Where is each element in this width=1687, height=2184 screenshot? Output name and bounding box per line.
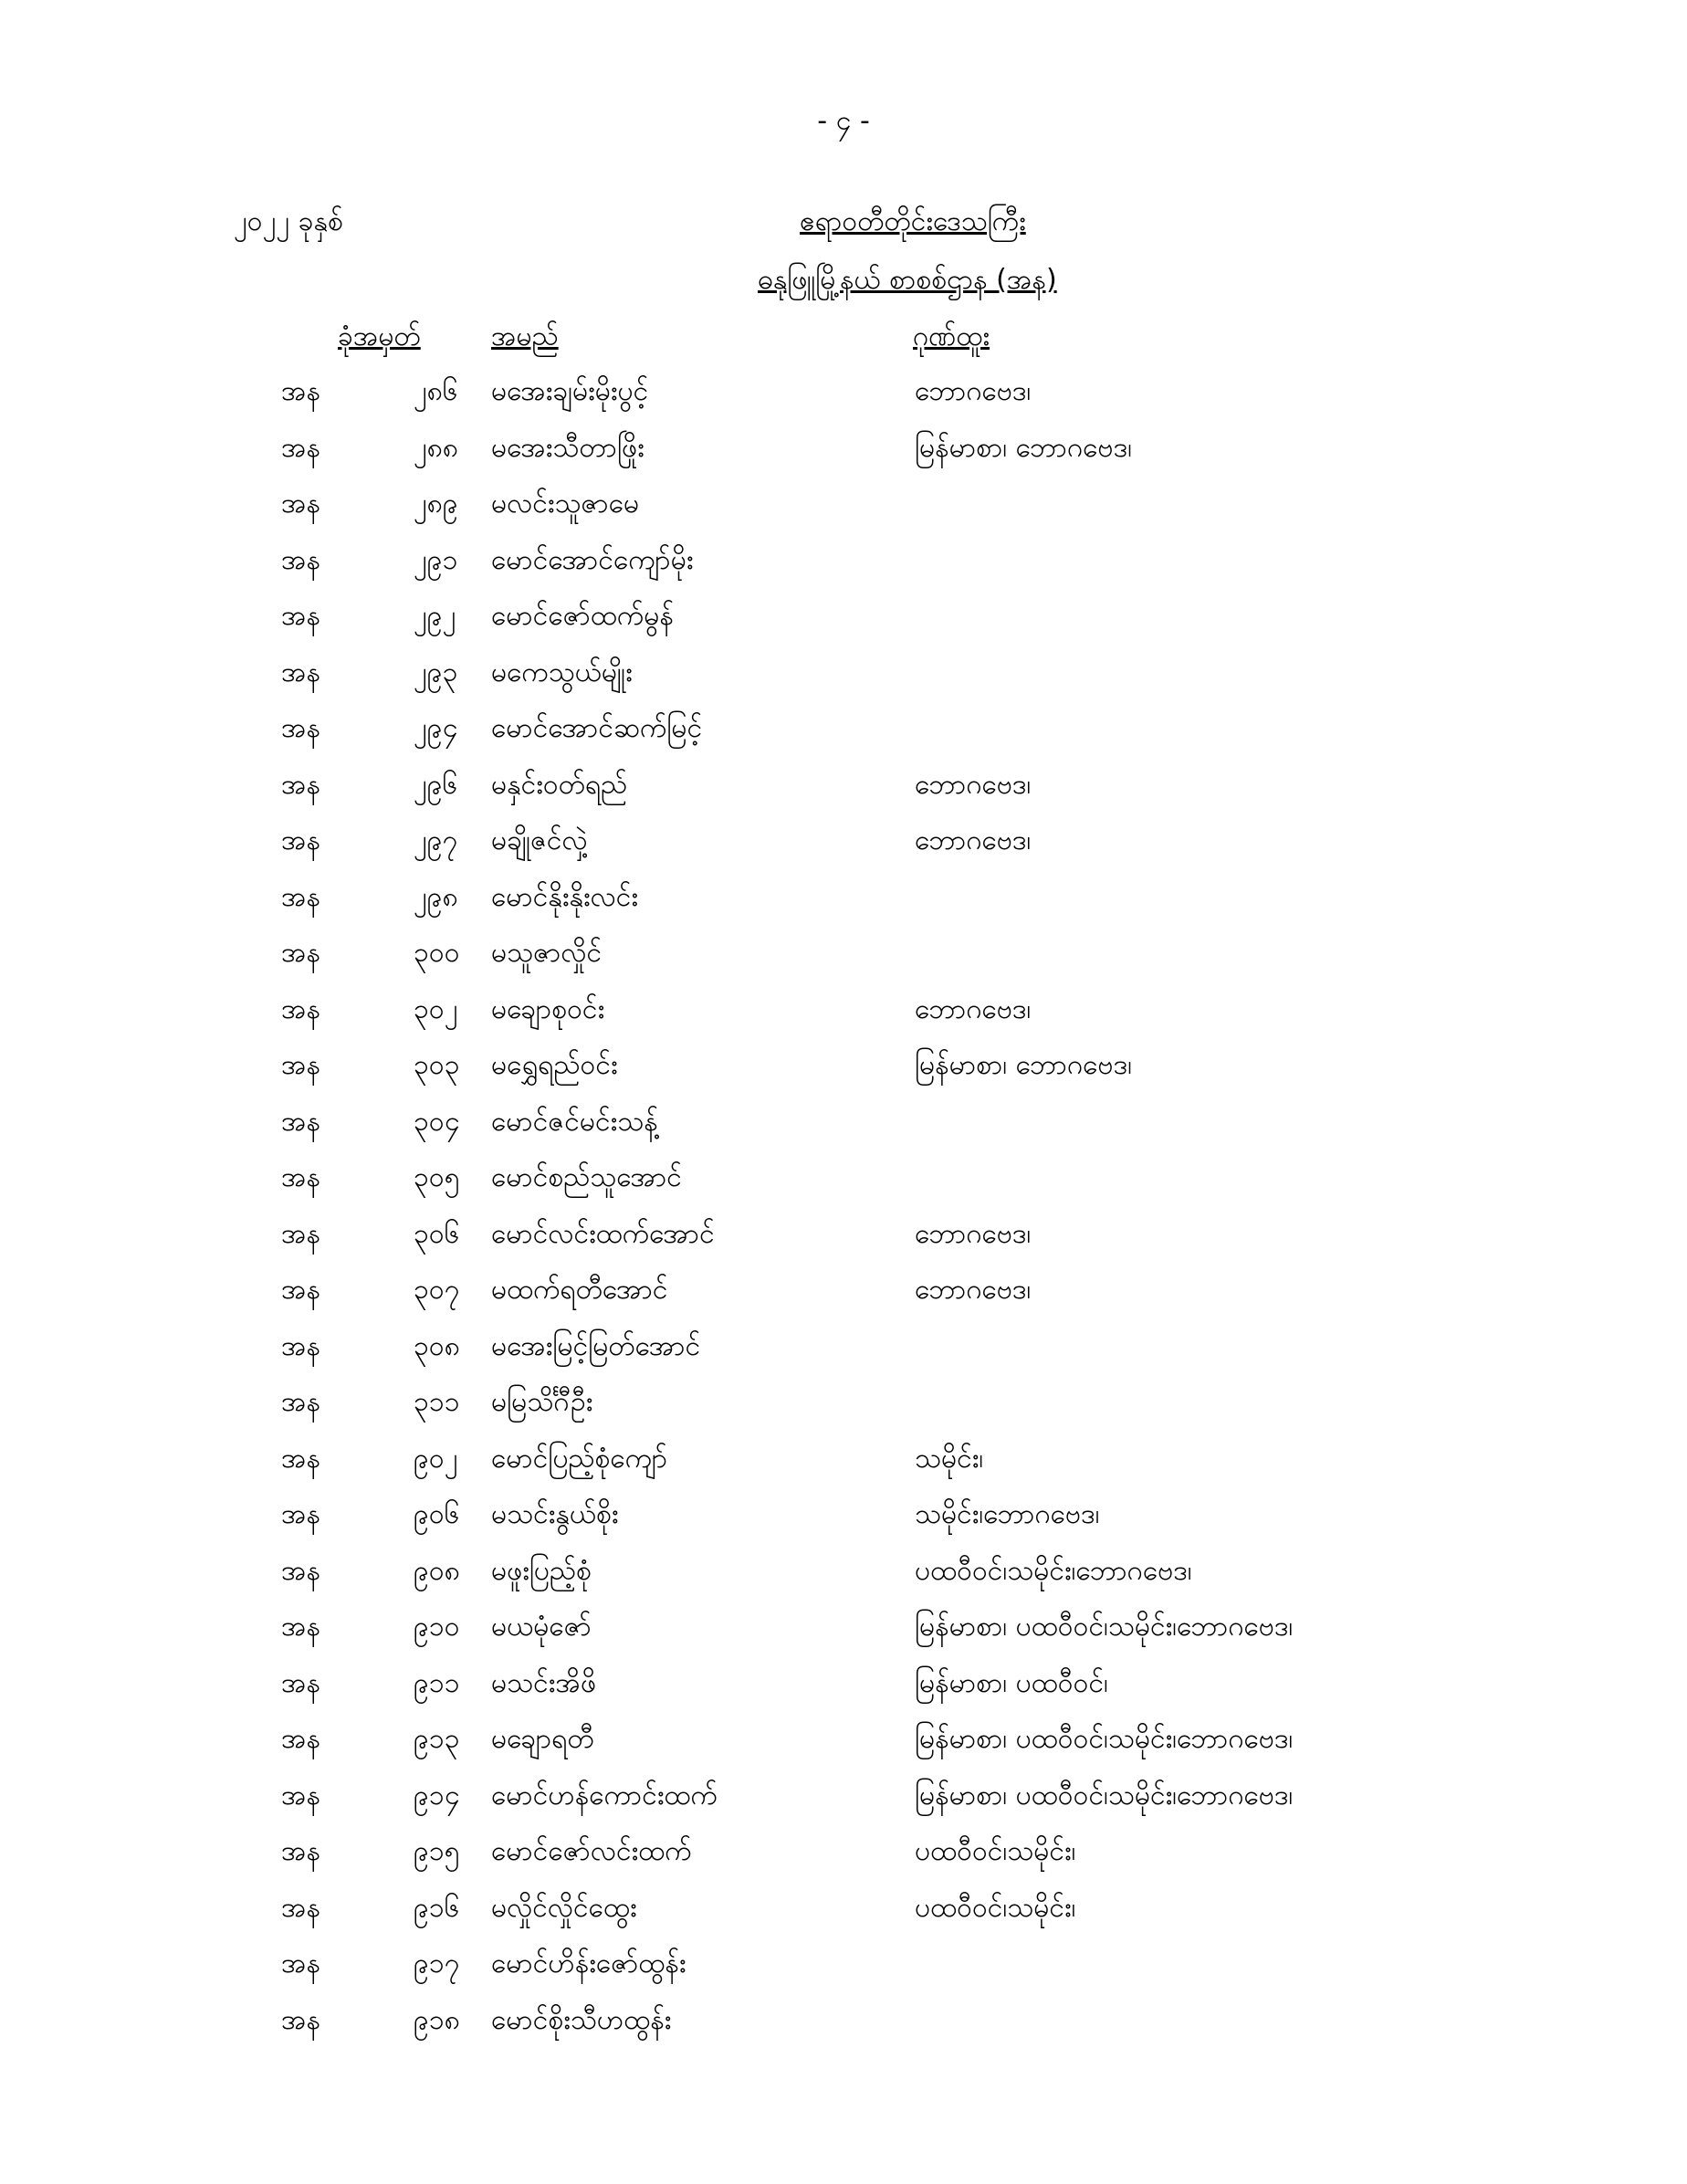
row-student-name: မောင်ဟိန်းဇော်ထွန်း [491, 1948, 686, 1979]
row-roll-number: ၉၀၂ [414, 1442, 458, 1475]
row-student-name: မောင်ဇင်မင်းသန့် [491, 1105, 658, 1138]
row-distinction: သမိုင်း၊ဘောဂဗေဒ၊ [915, 1498, 1100, 1530]
row-student-name: မလှိုင်လှိုင်ထွေး [491, 1891, 637, 1924]
table-row [0, 934, 1687, 991]
row-distinction: ဘောဂဗေဒ၊ [915, 1274, 1032, 1306]
row-distinction: ဘောဂဗေဒ၊ [915, 1217, 1032, 1250]
row-student-name: မယမုံဇော် [491, 1611, 592, 1643]
row-student-name: မသင်းနွယ်စိုး [491, 1498, 619, 1530]
row-distinction: မြန်မာစာ၊ ပထဝီဝင်၊ [915, 1666, 1108, 1699]
row-roll-number: ၂၉၄ [414, 712, 458, 744]
row-distinction: ပထဝီဝင်၊သမိုင်း၊ [915, 1891, 1076, 1924]
row-center-code: အန [281, 1779, 321, 1811]
row-roll-number: ၉၁၀ [414, 1611, 460, 1643]
row-roll-number: ၂၉၈ [414, 880, 458, 913]
row-distinction: ဘောဂဗေဒ၊ [915, 992, 1032, 1025]
row-student-name: မောင်ဇော်ထက်မွန် [491, 600, 674, 632]
table-row [0, 429, 1687, 486]
row-roll-number: ၉၁၈ [414, 2003, 460, 2036]
table-row [0, 1832, 1687, 1889]
table-row [0, 485, 1687, 541]
row-roll-number: ၉၀၈ [414, 1554, 460, 1587]
row-student-name: မကေသွယ်မျိုး [491, 656, 633, 688]
table-row [0, 373, 1687, 429]
table-row [0, 1496, 1687, 1552]
row-roll-number: ၂၉၆ [414, 768, 458, 801]
row-roll-number: ၉၀၆ [414, 1498, 460, 1530]
row-distinction: သမိုင်း၊ [915, 1442, 984, 1475]
row-center-code: အန [281, 768, 321, 801]
table-row [0, 1945, 1687, 2001]
row-distinction: မြန်မာစာ၊ ပထဝီဝင်၊သမိုင်း၊ဘောဂဗေဒ၊ [915, 1611, 1294, 1643]
table-row [0, 1552, 1687, 1609]
row-center-code: အန [281, 600, 321, 632]
table-row [0, 1215, 1687, 1272]
row-center-code: အန [281, 1049, 321, 1081]
table-row [0, 1271, 1687, 1328]
row-center-code: အန [281, 880, 321, 913]
row-roll-number: ၃၀၇ [414, 1274, 460, 1306]
row-student-name: မအေးမြင့်မြတ်အောင် [491, 1329, 701, 1362]
row-student-name: မောင်လင်းထက်အောင် [491, 1217, 715, 1250]
table-row [0, 654, 1687, 710]
row-roll-number: ၃၀၀ [414, 937, 460, 969]
row-student-name: မောင်အောင်ကျော်မိုး [491, 543, 694, 576]
row-roll-number: ၂၈၉ [414, 488, 458, 520]
row-student-name: မအေးချမ်းမိုးပွင့် [491, 375, 649, 407]
row-student-name: မနှင်းဝတ်ရည် [491, 768, 628, 801]
row-center-code: အန [281, 1498, 321, 1530]
row-center-code: အန [281, 1554, 321, 1587]
row-distinction: မြန်မာစာ၊ ဘောဂဗေဒ၊ [915, 431, 1132, 464]
row-roll-number: ၂၈၆ [414, 375, 458, 407]
row-center-code: အန [281, 431, 321, 464]
table-row [0, 1159, 1687, 1215]
row-center-code: အန [281, 1442, 321, 1475]
table-row [0, 1328, 1687, 1384]
row-center-code: အန [281, 992, 321, 1025]
row-center-code: အန [281, 375, 321, 407]
row-student-name: မောင်ပြည့်စုံကျော် [491, 1442, 668, 1475]
row-center-code: အန [281, 712, 321, 744]
row-student-name: မသူဇာလှိုင် [491, 937, 602, 969]
table-row [0, 1777, 1687, 1833]
row-center-code: အန [281, 1274, 321, 1306]
row-roll-number: ၃၀၅ [414, 1161, 460, 1193]
region-title: ဧရာဝတီတိုင်းဒေသကြီး [800, 205, 1026, 237]
exam-year: ၂၀၂၂ ခုနှစ် [234, 205, 343, 237]
row-distinction: ဘောဂဗေဒ၊ [915, 768, 1032, 801]
row-student-name: မချိုဇင်လှဲ့ [491, 824, 588, 856]
row-student-name: မောင်စိုးသီဟထွန်း [491, 2003, 672, 2036]
row-distinction: မြန်မာစာ၊ ပထဝီဝင်၊သမိုင်း၊ဘောဂဗေဒ၊ [915, 1723, 1294, 1755]
header-distinction: ဂုဏ်ထူး [913, 320, 990, 352]
row-center-code: အန [281, 824, 321, 856]
row-center-code: အန [281, 543, 321, 576]
row-center-code: အန [281, 1386, 321, 1418]
row-student-name: မဖူးပြည့်စုံ [491, 1554, 592, 1587]
row-roll-number: ၉၁၃ [414, 1723, 460, 1755]
row-center-code: အန [281, 488, 321, 520]
header-roll-number: ခုံအမှတ် [338, 320, 421, 352]
exam-center-subtitle: ဓနုဖြူမြို့နယ် စာစစ်ဌာန (အန) [758, 264, 1057, 296]
table-row [0, 766, 1687, 823]
row-student-name: မချောရတီ [491, 1723, 594, 1755]
row-student-name: မသင်းအိဖိ [491, 1666, 597, 1699]
table-row [0, 1383, 1687, 1440]
row-roll-number: ၉၁၆ [414, 1891, 460, 1924]
row-student-name: မောင်ဟန်ကောင်းထက် [491, 1779, 718, 1811]
table-row [0, 1608, 1687, 1664]
table-row [0, 1664, 1687, 1721]
row-roll-number: ၂၈၈ [414, 431, 459, 464]
row-roll-number: ၃၀၆ [414, 1217, 460, 1250]
row-center-code: အန [281, 1666, 321, 1699]
row-roll-number: ၉၁၇ [414, 1948, 460, 1979]
row-center-code: အန [281, 937, 321, 969]
table-row [0, 541, 1687, 598]
row-student-name: မမြသိင်္ဂီဦး [491, 1386, 593, 1418]
row-center-code: အန [281, 1105, 321, 1138]
row-student-name: မရွှေရည်ဝင်း [491, 1049, 618, 1081]
row-center-code: အန [281, 1161, 321, 1193]
row-center-code: အန [281, 1723, 321, 1755]
row-distinction: ဘောဂဗေဒ၊ [915, 375, 1032, 407]
table-row [0, 1720, 1687, 1777]
row-center-code: အန [281, 1835, 321, 1867]
table-row [0, 991, 1687, 1047]
row-center-code: အန [281, 1891, 321, 1924]
table-row [0, 597, 1687, 654]
page-number: - ၄ - [817, 105, 870, 137]
row-student-name: မောင်အောင်ဆက်မြင့် [491, 712, 703, 744]
table-row [0, 2001, 1687, 2058]
table-row [0, 1103, 1687, 1160]
row-center-code: အန [281, 1329, 321, 1362]
row-student-name: မထက်ရတီအောင် [491, 1274, 668, 1306]
row-roll-number: ၃၀၈ [414, 1329, 460, 1362]
row-roll-number: ၂၉၇ [414, 824, 458, 856]
row-center-code: အန [281, 656, 321, 688]
table-row [0, 1440, 1687, 1496]
row-center-code: အန [281, 2003, 321, 2036]
row-roll-number: ၉၁၅ [414, 1835, 460, 1867]
table-row [0, 1889, 1687, 1946]
row-student-name: မအေးသီတာဖြိုး [491, 431, 644, 464]
table-row [0, 709, 1687, 766]
row-distinction: မြန်မာစာ၊ ပထဝီဝင်၊သမိုင်း၊ဘောဂဗေဒ၊ [915, 1779, 1294, 1811]
row-distinction: ပထဝီဝင်၊သမိုင်း၊ [915, 1835, 1076, 1867]
results-list [0, 373, 1687, 2057]
header-name: အမည် [491, 320, 559, 352]
row-roll-number: ၂၉၂ [414, 600, 456, 632]
row-roll-number: ၃၁၁ [414, 1386, 460, 1418]
table-row [0, 1046, 1687, 1103]
row-student-name: မောင်စည်သူအောင် [491, 1161, 682, 1193]
row-student-name: မချောစုဝင်း [491, 992, 605, 1025]
row-roll-number: ၃၀၂ [414, 992, 458, 1025]
row-distinction: ဘောဂဗေဒ၊ [915, 824, 1032, 856]
row-roll-number: ၉၁၄ [414, 1779, 460, 1811]
row-roll-number: ၂၉၃ [414, 656, 458, 688]
row-student-name: မောင်နိုးနိုးလင်း [491, 880, 639, 913]
row-roll-number: ၉၁၁ [414, 1666, 460, 1699]
row-roll-number: ၃၀၃ [414, 1049, 460, 1081]
row-student-name: မလင်းသူဇာမေ [491, 488, 640, 520]
row-distinction: မြန်မာစာ၊ ဘောဂဗေဒ၊ [915, 1049, 1132, 1081]
table-row [0, 878, 1687, 935]
row-roll-number: ၂၉၁ [414, 543, 458, 576]
row-student-name: မောင်ဇော်လင်းထက် [491, 1835, 692, 1867]
row-center-code: အန [281, 1217, 321, 1250]
row-center-code: အန [281, 1948, 321, 1979]
row-roll-number: ၃၀၄ [414, 1105, 460, 1138]
row-center-code: အန [281, 1611, 321, 1643]
table-row [0, 822, 1687, 878]
row-distinction: ပထဝီဝင်၊သမိုင်း၊ဘောဂဗေဒ၊ [915, 1554, 1192, 1587]
